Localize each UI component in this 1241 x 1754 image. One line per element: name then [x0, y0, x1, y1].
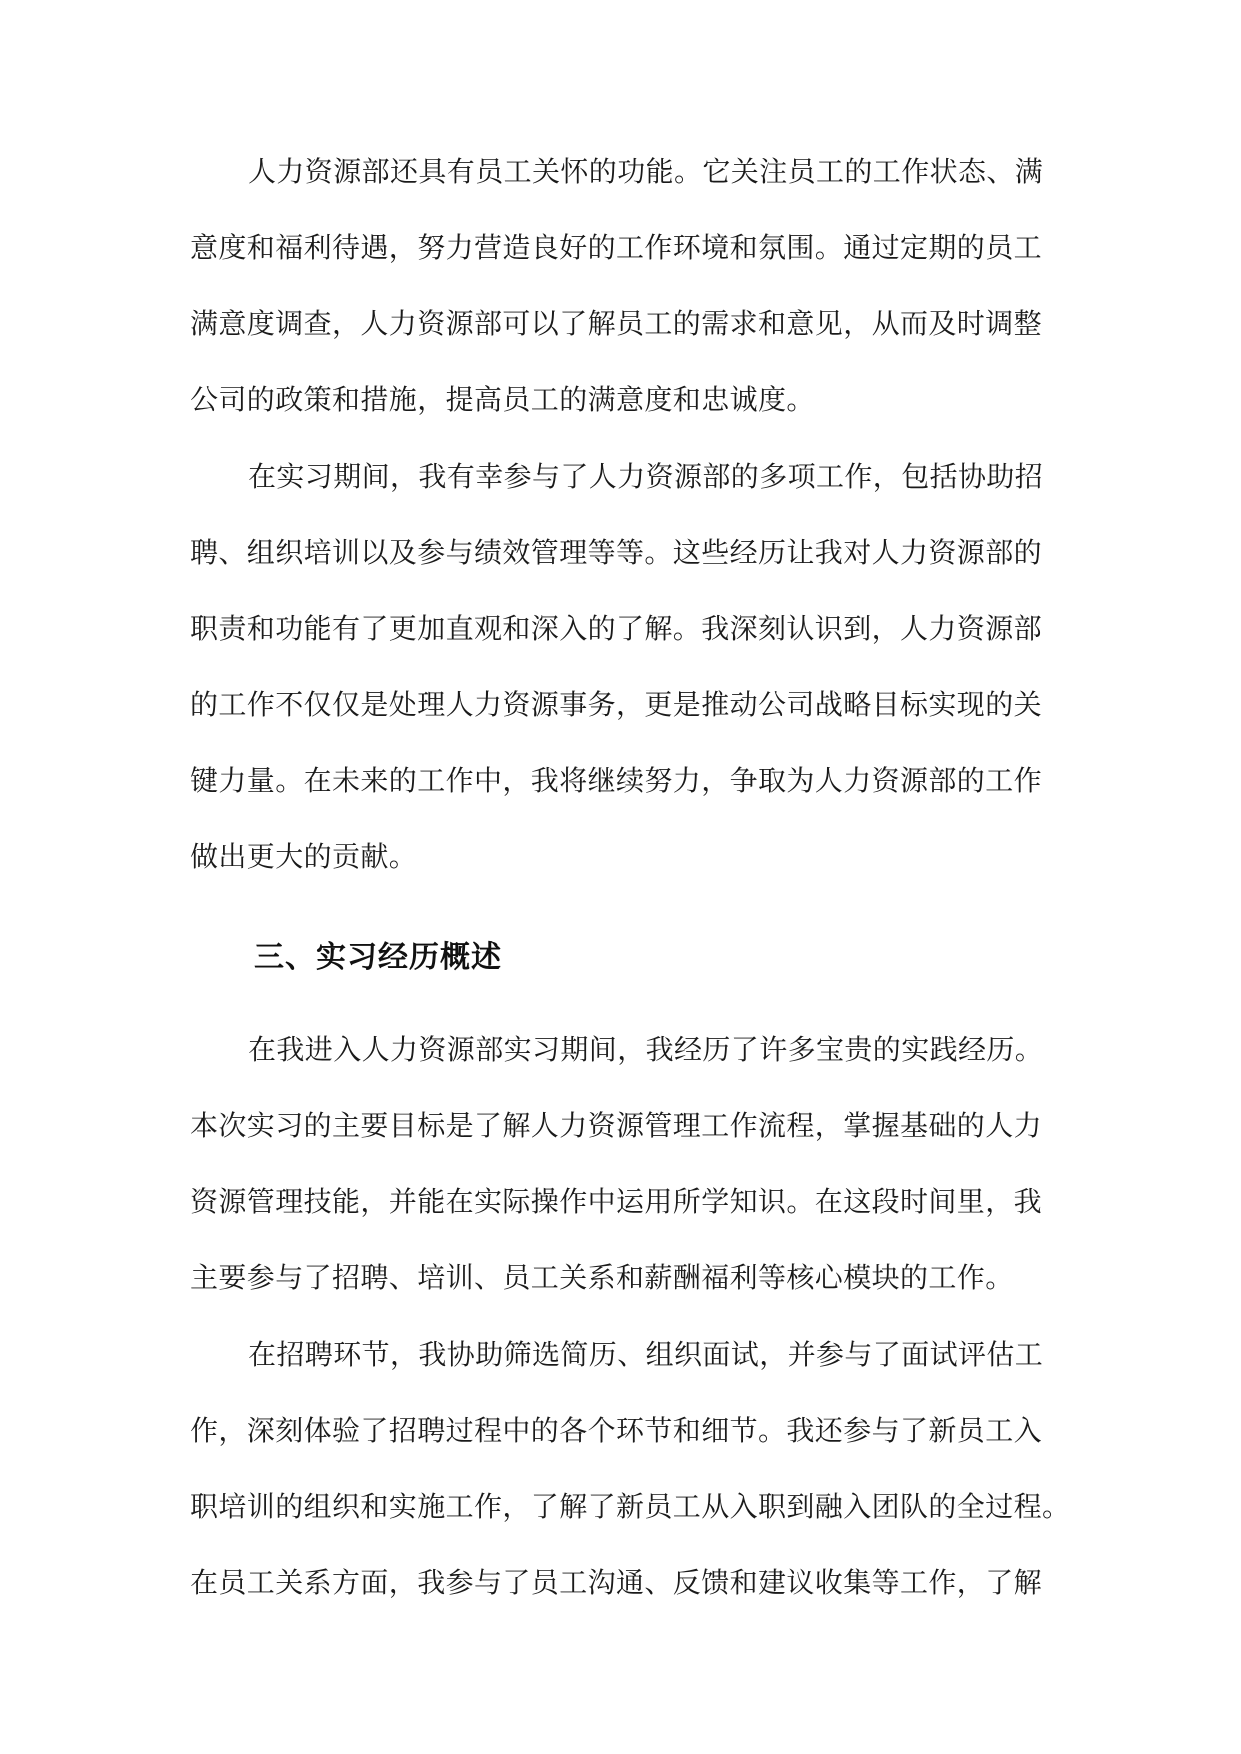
paragraph-line: 公司的政策和措施，提高员工的满意度和忠诚度。	[190, 383, 815, 416]
paragraph-line: 在员工关系方面，我参与了员工沟通、反馈和建议收集等工作，了解	[190, 1566, 1043, 1599]
paragraph-employee-care	[190, 134, 1070, 438]
paragraph-line: 作，深刻体验了招聘过程中的各个环节和细节。我还参与了新员工入	[190, 1414, 1043, 1447]
paragraph-line: 满意度调查，人力资源部可以了解员工的需求和意见，从而及时调整	[190, 307, 1043, 340]
paragraph-line: 键力量。在未来的工作中，我将继续努力，争取为人力资源部的工作	[190, 764, 1043, 797]
paragraph-line: 人力资源部还具有员工关怀的功能。它关注员工的工作状态、满	[248, 155, 1044, 188]
paragraph-line: 意度和福利待遇，努力营造良好的工作环境和氛围。通过定期的员工	[190, 231, 1043, 264]
paragraph-line: 在实习期间，我有幸参与了人力资源部的多项工作，包括协助招	[248, 460, 1044, 493]
paragraph-recruitment-experience	[190, 1317, 1070, 1621]
paragraph-line: 本次实习的主要目标是了解人力资源管理工作流程，掌握基础的人力	[190, 1109, 1043, 1142]
paragraph-line: 做出更大的贡献。	[190, 840, 418, 873]
paragraph-line: 的工作不仅仅是处理人力资源事务，更是推动公司战略目标实现的关	[190, 688, 1043, 721]
paragraph-line: 职责和功能有了更加直观和深入的了解。我深刻认识到，人力资源部	[190, 612, 1043, 645]
paragraph-line: 主要参与了招聘、培训、员工关系和薪酬福利等核心模块的工作。	[190, 1261, 1014, 1294]
section-heading: 三、实习经历概述	[254, 940, 502, 975]
paragraph-line: 在招聘环节，我协助筛选简历、组织面试，并参与了面试评估工	[248, 1338, 1044, 1371]
paragraph-line: 聘、组织培训以及参与绩效管理等等。这些经历让我对人力资源部的	[190, 536, 1043, 569]
paragraph-line: 在我进入人力资源部实习期间，我经历了许多宝贵的实践经历。	[248, 1033, 1044, 1066]
paragraph-internship-participation	[190, 439, 1070, 895]
paragraph-internship-overview	[190, 1012, 1070, 1316]
paragraph-line: 职培训的组织和实施工作，了解了新员工从入职到融入团队的全过程。	[190, 1490, 1071, 1523]
paragraph-line: 资源管理技能，并能在实际操作中运用所学知识。在这段时间里，我	[190, 1185, 1043, 1218]
